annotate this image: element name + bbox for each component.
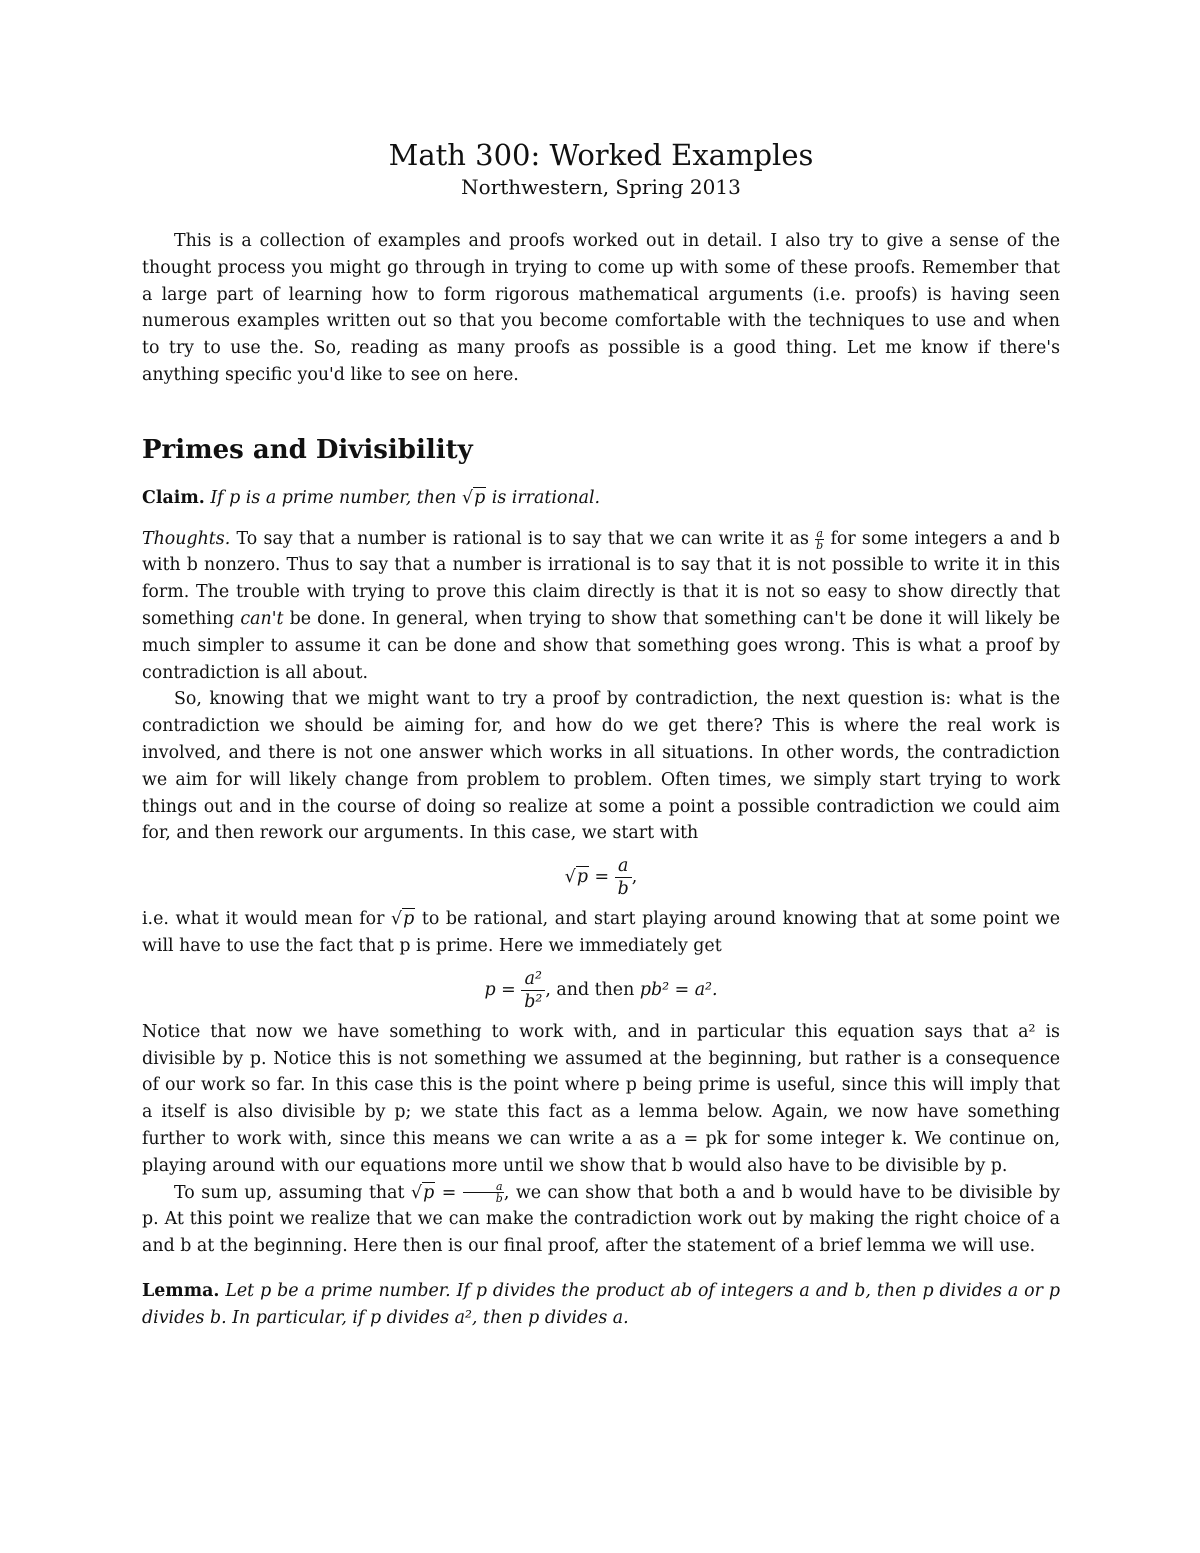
sqrt-var: p — [423, 1182, 435, 1203]
fraction-numerator: a — [463, 1181, 504, 1193]
thoughts-text-c: be done. In general, when trying to show that something can't be done it will likely be much simpler to assume it can be done and show that something goes wrong. This is what a proof by contradiction is all about. — [142, 608, 1061, 683]
document-subtitle: Northwestern, Spring 2013 — [461, 175, 741, 199]
thoughts-text-p5b: we can show that both a and b would have to be divisible by p. At this point we realize that we can make the contradiction work out by making the right choice of a and b at the beginning. Here then is our final proof, after the statement of a brief lemma we will use. — [142, 1182, 1060, 1257]
thoughts-paragraph-4: Notice that now we have something to work with, and in particular this equation says that a² is divisible by p. Notice this is not something we assumed at the beginning, but rather is a consequence of our work so far. In this case this is the point where p being prime is useful, since this will imply that a itself is also divisible by p; we state this fact as a lemma below. Again, we now have something further to work with, since this means we can write a as a = pk for some integer k. We continue on, playing around with our equations more until we show that b would also have to be divisible by p. — [142, 1021, 1060, 1176]
thoughts-paragraph-3 — [142, 906, 1060, 960]
inline-fraction — [463, 1181, 504, 1204]
thoughts-paragraph-2: So, knowing that we might want to try a proof by contradiction, the next question is: what is the contradiction we should be aiming for, and how do we get there? This is where the real work is involved, and there is not one answer which works in all situations. In other words, the contradiction we aim for will likely change from problem to problem. Often times, we simply start trying to work things out and in the course of doing so realize at some a point a possible contradiction we could aim for, and then rework our arguments. In this case, we start with — [142, 689, 1060, 844]
fraction-denominator: b — [617, 879, 629, 900]
claim-sqrt-var: p — [474, 487, 486, 508]
sqrt-var: p — [403, 909, 415, 930]
sqrt-symbol: √p — [411, 1182, 435, 1203]
display-fraction — [521, 968, 545, 1013]
thoughts-paragraph-1 — [142, 526, 1060, 687]
equation-rhs: pb² = a². — [639, 979, 718, 1000]
fraction-denominator: b — [816, 538, 824, 552]
section-heading: Primes and Divisibility — [142, 434, 473, 465]
lemma — [142, 1278, 1060, 1332]
thoughts-cant: can't — [240, 608, 284, 629]
lemma-label: Lemma. — [142, 1280, 220, 1301]
thoughts-text-a: To say that a number is rational is to say that we can write it as — [236, 528, 809, 549]
inline-fraction — [815, 528, 824, 551]
equation-lhs: p — [576, 867, 588, 888]
claim-label: Claim. — [142, 487, 205, 508]
document-title: Math 300: Worked Examples — [388, 138, 814, 172]
claim-text-after: is irrational. — [491, 487, 601, 508]
fraction-denominator: b² — [524, 991, 543, 1012]
thoughts-paragraph-5: To sum up, assuming that √p = $\frac{a}{b}$ , we can show that both a and b would have to be divisible by p. At this point we realize that we can make the contradiction work out by making the right choice of a and b at the beginning. Here then is our final proof, after the statement of a brief lemma we will use. — [142, 1180, 1060, 1257]
thoughts-text-p5a: To sum up, assuming that — [174, 1182, 405, 1203]
sqrt-symbol: √p — [564, 867, 588, 888]
fraction-denominator: b — [495, 1192, 503, 1206]
claim — [142, 485, 1060, 512]
document-page — [142, 130, 1060, 1332]
equation-connector: , and then — [545, 979, 635, 1000]
lemma-text: Let p be a prime number. If p divides the product ab of integers a and b, then p divides a or p divides b. In particular, if p divides a², then p divides a. — [142, 1280, 1060, 1328]
thoughts-text-p3b: to be rational, and start playing around knowing that at some point we will have to use the fact that p is prime. Here we immediately get — [142, 909, 1061, 956]
sqrt-symbol: √p — [391, 909, 415, 930]
equation-lhs: p — [484, 979, 496, 1000]
thoughts-text-p3a: i.e. what it would mean for — [142, 909, 385, 930]
fraction-numerator: a² — [521, 968, 545, 991]
fraction-numerator: a — [615, 855, 632, 878]
equation-sqrt-p: √p = $\frac{a}{b}$ , — [564, 856, 638, 900]
equation-p-squared: p = $\frac{\text{a²}}{\text{b²}}$ , and then pb² = a². — [484, 968, 718, 1012]
intro-paragraph: This is a collection of examples and proofs worked out in detail. I also try to give a sense of the thought process you might go through in trying to come up with some of these proofs. Remember that a large part of learning how to form rigorous mathematical arguments (i.e. proofs) is having seen numerous examples written out so that you become comfortable with the techniques to use and when to try to use the. So, reading as many proofs as possible is a good thing. Let me know if there's anything specific you'd like to see on here. — [142, 231, 1060, 385]
claim-text-before: If p is a prime number, then — [210, 487, 457, 508]
sqrt-symbol: √p — [462, 487, 486, 508]
display-fraction — [615, 855, 632, 900]
fraction-numerator: a — [816, 526, 823, 540]
thoughts-label: Thoughts. — [142, 528, 231, 549]
thoughts-text-b: for some integers a and b with b nonzero. Thus to say that a number is irrational is to say that it is not possible to write it in this form. The trouble with trying to prove this claim directly is that it is not so easy to show directly that something — [142, 528, 1060, 629]
